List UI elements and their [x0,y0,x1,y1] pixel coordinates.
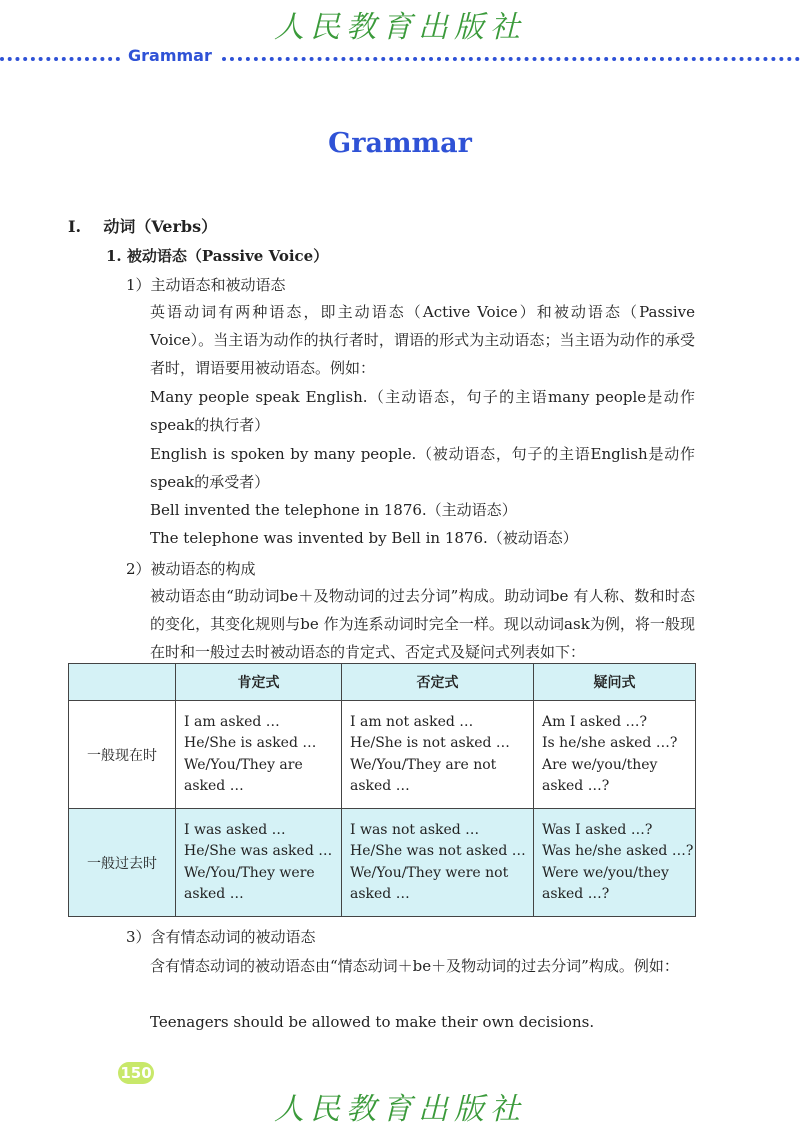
table-header-question: 疑问式 [534,664,696,701]
page-title: Grammar [328,128,472,159]
table-row [69,809,696,917]
table-header-negative: 否定式 [342,664,534,701]
cell-line: asked … [184,886,244,902]
part1-example-3: Bell invented the telephone in 1876.（主动语态） [150,501,517,519]
passive-voice-table [68,663,696,917]
cell-line: I am asked … [184,713,280,730]
cell-line: asked …? [542,886,610,902]
section-heading [68,214,217,237]
page-number: 150 [118,1062,154,1084]
section-number: I. [68,217,82,236]
cell-line: Is he/she asked …? [542,735,678,751]
table-header-affirmative: 肯定式 [176,664,342,701]
part1-example-2: English is spoken by many people.（被动语态，句子的主语English是动作speak的承受者） [150,445,695,491]
cell-line: Were we/you/they [542,864,669,881]
section-title: 动词（Verbs） [103,217,218,236]
part1-example-4: The telephone was invented by Bell in 1876.（被动语态） [150,529,578,547]
part1-example-1: Many people speak English.（主动语态，句子的主语many people是动作speak的执行者） [150,388,695,434]
cell-line: We/You/They are not [350,756,497,773]
cell-line: We/You/They are [184,756,303,773]
cell-line: He/She was not asked … [350,843,526,859]
running-header [0,46,800,70]
cell-line: Was I asked …? [542,821,653,838]
publisher-logo-bottom: 人民教育出版社 [274,1092,526,1127]
cell-line: asked …? [542,778,610,794]
cell-line: Am I asked …? [542,713,648,730]
cell-line: He/She was asked … [184,843,333,859]
part3-heading: 3）含有情态动词的被动语态 [126,928,316,946]
part3-example-1: Teenagers should be allowed to make their own decisions. [150,1013,595,1031]
table-cell-negative [342,701,534,809]
table-cell-affirmative [176,701,342,809]
subsection-heading [106,245,328,266]
table-cell-affirmative [176,809,342,917]
part2-intro: 被动语态由“助动词be＋及物动词的过去分词”构成。助动词be 有人称、数和时态的变化，其变化规则与be 作为连系动词时完全一样。现以动词ask为例，将一般现在时和一般过去时被动语态的肯定式、否定式及疑问式列表如下： [150,587,695,661]
part3-intro: 含有情态动词的被动语态由“情态动词＋be＋及物动词的过去分词”构成。例如： [150,957,679,975]
header-dots-left [0,57,120,61]
table-cell-negative [342,809,534,917]
cell-line: He/She is asked … [184,735,317,751]
cell-line: Are we/you/they [542,756,658,773]
cell-line: asked … [350,886,410,902]
cell-line: He/She is not asked … [350,735,510,751]
table-cell-question [534,701,696,809]
cell-line: asked … [184,778,244,794]
table-header-row [69,664,696,701]
table-row [69,701,696,809]
publisher-logo-top: 人民教育出版社 [274,10,526,45]
cell-line: I am not asked … [350,713,474,730]
cell-line: Was he/she asked …? [542,843,694,859]
cell-line: asked … [350,778,410,794]
cell-line: We/You/They were [184,864,315,881]
part2-heading: 2）被动语态的构成 [126,560,256,578]
header-label: Grammar [128,46,212,65]
table-cell-question [534,809,696,917]
table-header-corner [69,664,176,701]
part1-intro: 英语动词有两种语态，即主动语态（Active Voice）和被动语态（Passive Voice）。当主语为动作的执行者时，谓语的形式为主动语态；当主语为动作的承受者时，谓语要用被动语态。例如： [150,303,695,377]
cell-line: I was not asked … [350,821,480,838]
subsection-number: 1. [106,247,122,265]
header-dots-right [222,57,800,61]
row-label: 一般过去时 [69,809,176,917]
cell-line: I was asked … [184,821,286,838]
subsection-title: 被动语态（Passive Voice） [126,247,329,265]
part1-heading: 1）主动语态和被动语态 [126,276,286,294]
row-label: 一般现在时 [69,701,176,809]
cell-line: We/You/They were not [350,864,509,881]
